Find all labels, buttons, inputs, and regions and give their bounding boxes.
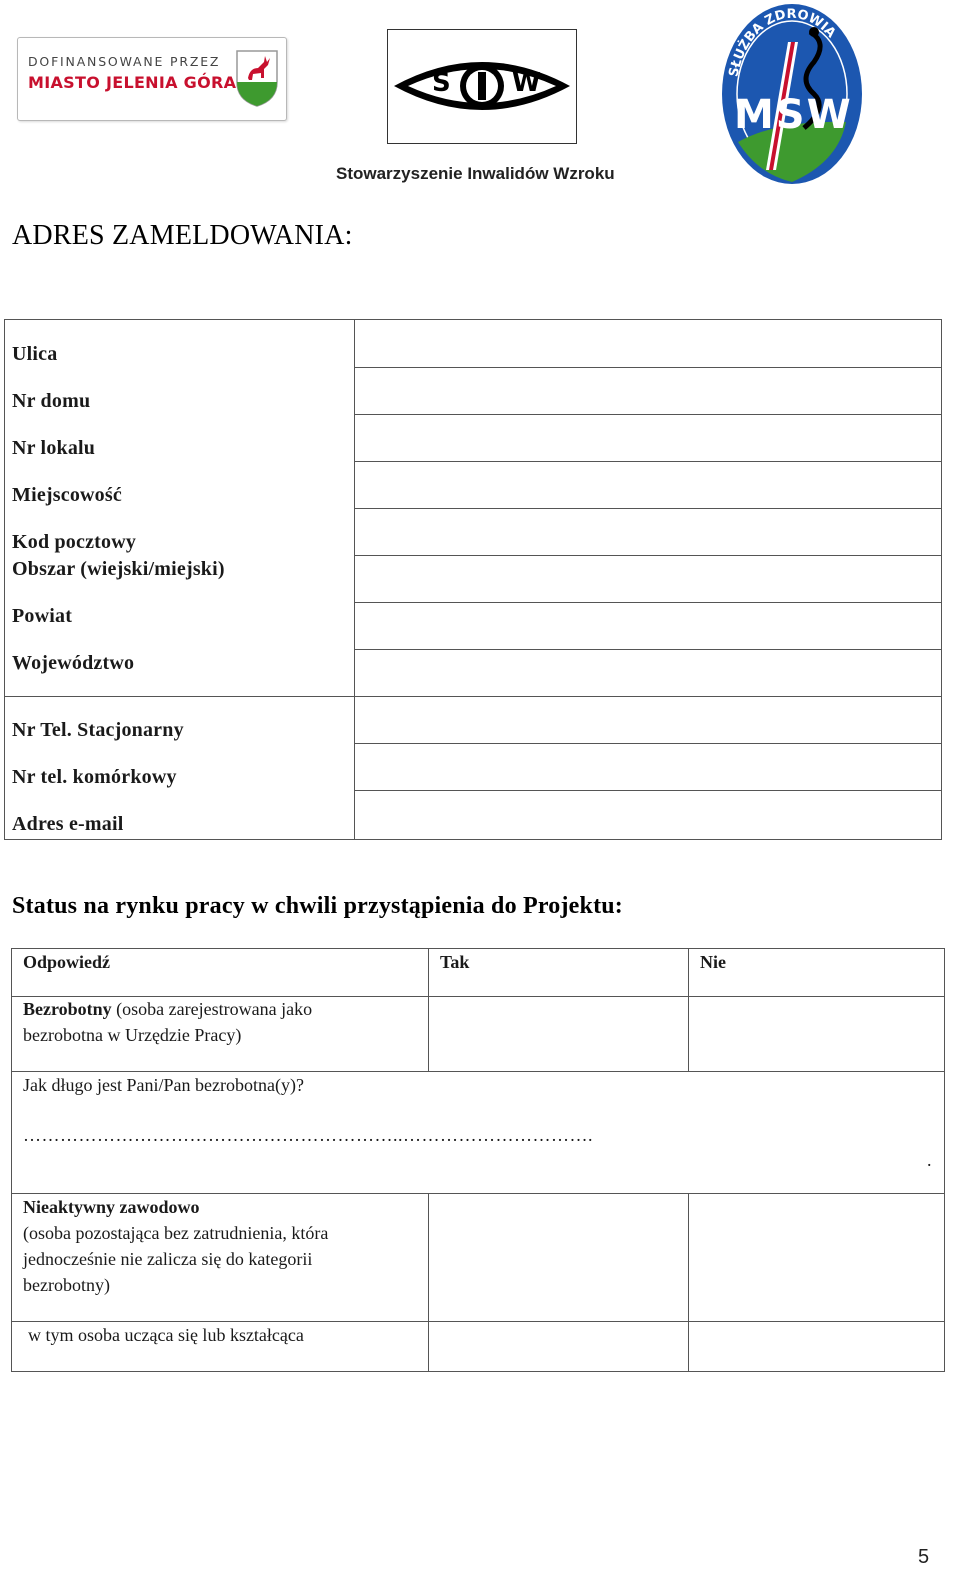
msw-ring-text: SŁUŻBA ZDROWIA — [726, 6, 839, 79]
header-odpowiedz: Odpowiedź — [23, 952, 111, 972]
input-tel-komorkowy[interactable] — [356, 744, 941, 790]
unemployed-desc: (osoba zarejestrowana jako — [116, 999, 313, 1019]
field-label-kod-pocztowy: Kod pocztowy — [12, 531, 137, 553]
sponsor-logo — [17, 37, 287, 121]
inactive-label — [23, 1194, 423, 1298]
inactive-yes-cell[interactable] — [430, 1195, 687, 1320]
input-email[interactable] — [356, 791, 941, 838]
header-tak: Tak — [440, 952, 470, 972]
field-label-powiat: Powiat — [12, 605, 73, 627]
status-title: Status na rynku pracy w chwili przystąpienia do Projektu: — [12, 893, 624, 919]
unemployed-yes-cell[interactable] — [430, 998, 687, 1070]
svg-text:SŁUŻBA ZDROWIA — [726, 7, 838, 78]
input-ulica[interactable] — [356, 320, 941, 367]
siw-letter-w: W — [512, 68, 541, 98]
city-coat-of-arms-icon — [234, 48, 280, 108]
address-table — [4, 319, 942, 840]
input-kod-pocztowy[interactable] — [356, 509, 941, 555]
siw-letter-s: S — [432, 68, 451, 98]
status-table — [11, 948, 945, 1372]
field-label-wojewodztwo: Województwo — [12, 652, 135, 674]
field-label-tel-komorkowy: Nr tel. komórkowy — [12, 766, 177, 788]
inactive-bold: Nieaktywny zawodowo — [23, 1197, 200, 1217]
how-long-dot: . — [927, 1150, 932, 1170]
how-long-answer-line[interactable]: ……………………………………………………..…………………………. — [23, 1125, 593, 1145]
field-label-obszar: Obszar (wiejski/miejski) — [12, 558, 225, 580]
input-wojewodztwo[interactable] — [356, 650, 941, 696]
field-label-nr-domu: Nr domu — [12, 390, 91, 412]
input-nr-domu[interactable] — [356, 368, 941, 414]
address-title: ADRES ZAMELDOWANIA: — [12, 220, 353, 251]
field-label-tel-stacjonarny: Nr Tel. Stacjonarny — [12, 719, 184, 741]
msw-letters: MSW — [734, 92, 853, 138]
sponsor-line2: MIASTO JELENIA GÓRA — [28, 73, 237, 92]
msw-logo — [718, 2, 866, 193]
input-miejscowosc[interactable] — [356, 462, 941, 508]
field-label-nr-lokalu: Nr lokalu — [12, 437, 96, 459]
field-label-email: Adres e-mail — [12, 813, 124, 835]
field-label-miejscowosc: Miejscowość — [12, 484, 122, 506]
inactive-line3: jednocześnie nie zalicza się do kategorii — [23, 1249, 313, 1269]
unemployed-bold: Bezrobotny — [23, 999, 112, 1019]
learning-no-cell[interactable] — [690, 1323, 942, 1369]
unemployed-no-cell[interactable] — [690, 998, 942, 1070]
msw-ring-text-layer — [718, 2, 866, 188]
input-nr-lokalu[interactable] — [356, 415, 941, 461]
address-column-divider — [354, 320, 355, 839]
header-nie: Nie — [700, 952, 726, 972]
input-tel-stacjonarny[interactable] — [356, 697, 941, 743]
input-powiat[interactable] — [356, 603, 941, 649]
siw-caption: Stowarzyszenie Inwalidów Wzroku — [336, 164, 615, 183]
learning-yes-cell[interactable] — [430, 1323, 687, 1369]
unemployed-desc-line2: bezrobotna w Urzędzie Pracy) — [23, 1025, 242, 1045]
unemployed-label — [23, 996, 423, 1048]
sponsor-line1: DOFINANSOWANE PRZEZ — [28, 54, 221, 69]
siw-logo — [387, 29, 577, 144]
inactive-line4: bezrobotny) — [23, 1275, 110, 1295]
input-obszar[interactable] — [356, 556, 941, 602]
field-label-ulica: Ulica — [12, 343, 58, 365]
page-number: 5 — [918, 1546, 930, 1568]
how-long-question: Jak długo jest Pani/Pan bezrobotna(y)? — [23, 1075, 304, 1095]
inactive-line2: (osoba pozostająca bez zatrudnienia, która — [23, 1223, 329, 1243]
inactive-no-cell[interactable] — [690, 1195, 942, 1320]
learning-label: w tym osoba ucząca się lub kształcąca — [28, 1325, 304, 1345]
